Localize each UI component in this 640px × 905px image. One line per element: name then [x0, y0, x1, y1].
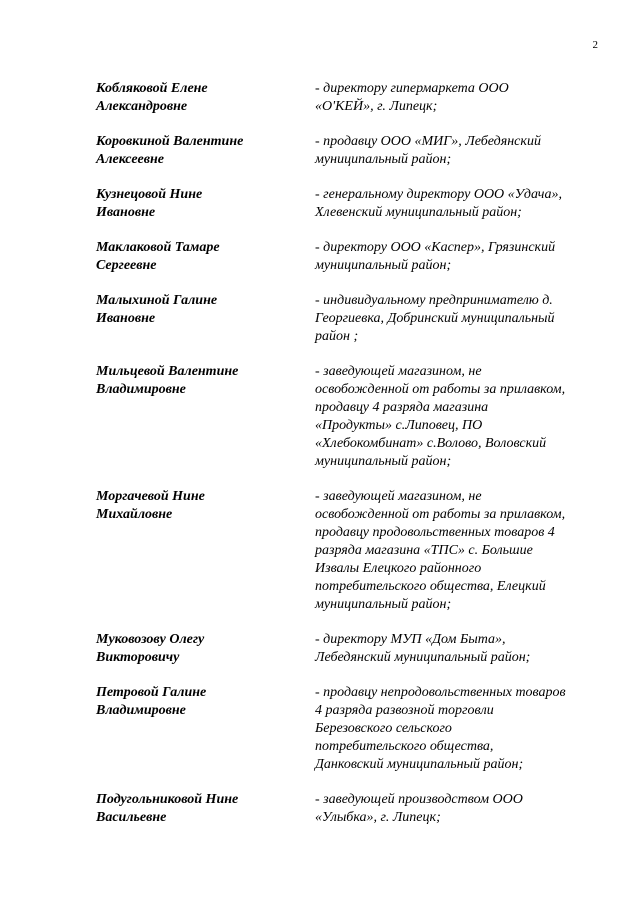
- recipient-name: Петровой Галине Владимировне: [96, 685, 207, 718]
- award-list: [96, 80, 616, 827]
- recipient-position: - заведующей магазином, не освобожденной от работы за прилавком, продавцу 4 разряда магазина «Продукты» с.Липовец, ПО «Хлебокомбинат» с.Волово, Воловский муниципальный район;: [315, 364, 566, 469]
- recipient-name: Муковозову Олегу Викторовичу: [96, 632, 205, 665]
- award-entry: [96, 292, 616, 346]
- recipient-position: - индивидуальному предпринимателю д. Георгиевка, Добринский муниципальный район ;: [315, 293, 555, 344]
- recipient-name: Коровкиной Валентине Алексеевне: [96, 134, 244, 167]
- recipient-name: Маклаковой Тамаре Сергеевне: [96, 240, 220, 273]
- recipient-position: - продавцу непродовольственных товаров 4 разряда развозной торговли Березовского сельского потребительского общества, Данковский муниципальный район;: [315, 685, 566, 772]
- recipient-position: - директору гипермаркета ООО «О'КЕЙ», г. Липецк;: [315, 81, 509, 114]
- award-entry: [96, 186, 616, 222]
- recipient-position: - директору МУП «Дом Быта», Лебедянский муниципальный район;: [315, 632, 531, 665]
- award-entry: [96, 239, 616, 275]
- recipient-name: Кузнецовой Нине Ивановне: [96, 187, 203, 220]
- award-entry: [96, 631, 616, 667]
- recipient-name: Подугольниковой Нине Васильевне: [96, 792, 239, 825]
- award-entry: [96, 488, 616, 614]
- recipient-name: Малыхиной Галине Ивановне: [96, 293, 218, 326]
- award-entry: [96, 80, 616, 116]
- recipient-position: - генеральному директору ООО «Удача», Хлевенский муниципальный район;: [315, 187, 562, 220]
- award-entry: [96, 363, 616, 471]
- page-number: 2: [592, 39, 598, 51]
- award-entry: [96, 684, 616, 774]
- recipient-position: - продавцу ООО «МИГ», Лебедянский муниципальный район;: [315, 134, 541, 167]
- recipient-position: - заведующей производством ООО «Улыбка», г. Липецк;: [315, 792, 523, 825]
- award-entry: [96, 791, 616, 827]
- recipient-name: Кобляковой Елене Александровне: [96, 81, 208, 114]
- recipient-position: - заведующей магазином, не освобожденной от работы за прилавком, продавцу продовольственных товаров 4 разряда магазина «ТПС» с. Большие Извалы Елецкого районного потребительского общества, Елецкий муниципальный район;: [315, 489, 566, 612]
- recipient-name: Моргачевой Нине Михайловне: [96, 489, 205, 522]
- recipient-position: - директору ООО «Каспер», Грязинский муниципальный район;: [315, 240, 556, 273]
- recipient-name: Мильцевой Валентине Владимировне: [96, 364, 239, 397]
- award-entry: [96, 133, 616, 169]
